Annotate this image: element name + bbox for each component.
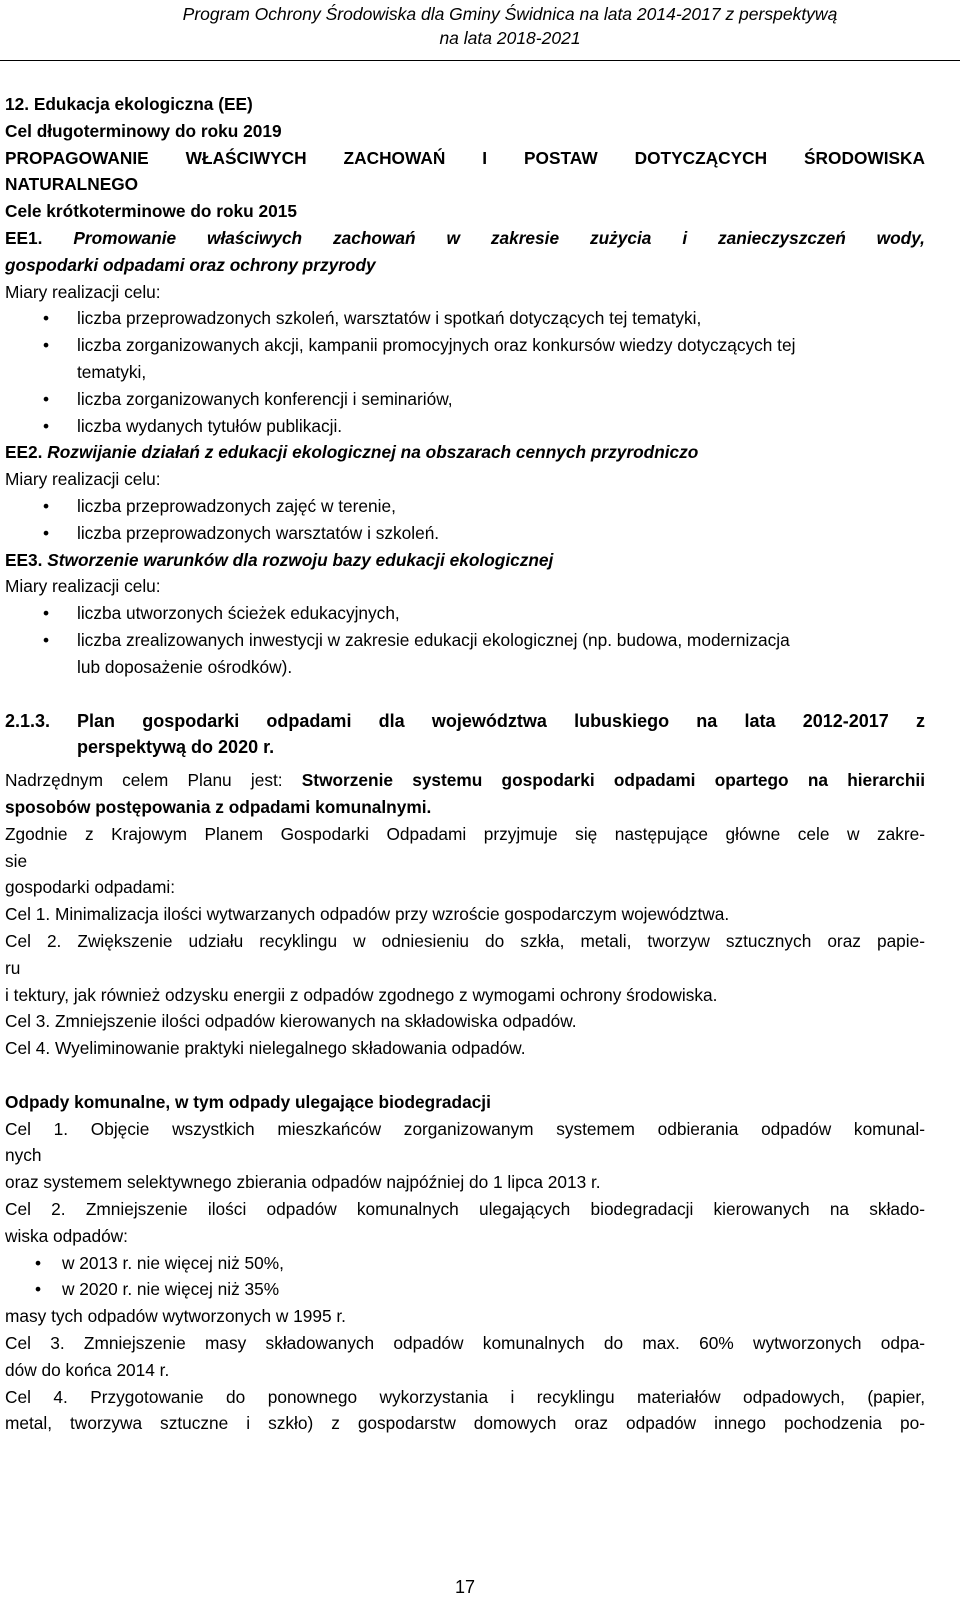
spacer	[5, 681, 925, 708]
municipal-goal-2-line-2: wiska odpadów:	[5, 1225, 128, 1246]
list-item-text: liczba przeprowadzonych zajęć w terenie,	[77, 495, 396, 516]
list-item	[5, 600, 925, 627]
list-item-text-continued: tematyki,	[77, 361, 147, 382]
list-item	[5, 1250, 925, 1277]
list-item-text: w 2013 r. nie więcej niż 50%,	[62, 1252, 284, 1273]
page-number: 17	[454, 1577, 476, 1597]
goal-line: Cel 2. Zwiększenie udziału recyklingu w odniesieniu do szkła, metali, tworzyw sztucznych oraz papie-	[5, 930, 925, 951]
municipal-goal-1-line-3: oraz systemem selektywnego zbierania odpadów najpóźniej do 1 lipca 2013 r.	[5, 1172, 601, 1193]
subsection-title	[77, 708, 925, 762]
bullet-icon: •	[42, 603, 50, 624]
municipal-goal-1-line-2: nych	[5, 1145, 42, 1166]
list-item	[5, 1276, 925, 1303]
subsection-heading	[5, 708, 925, 762]
list-item	[5, 493, 925, 520]
bullet-icon: •	[34, 1252, 42, 1273]
kpgo-line-3: gospodarki odpadami:	[5, 877, 176, 898]
bullet-icon: •	[42, 335, 50, 356]
municipal-goal-4-line-2: metal, tworzywa sztuczne i szkło) z gospodarstw domowych oraz odpadów innego pochodzenia po-	[5, 1413, 925, 1434]
ee2-measures-label: Miary realizacji celu:	[5, 469, 161, 490]
list-item	[5, 627, 925, 681]
list-item-text: liczba zorganizowanych konferencji i seminariów,	[77, 388, 453, 409]
page-body	[5, 91, 925, 1437]
list-item-text: liczba przeprowadzonych warsztatów i szkoleń.	[77, 522, 440, 543]
goal-line: i tektury, jak również odzysku energii z odpadów zgodnego z wymogami ochrony środowiska.	[5, 984, 718, 1005]
municipal-goal-2-line-3: masy tych odpadów wytworzonych w 1995 r.	[5, 1306, 346, 1327]
list-item	[5, 386, 925, 413]
ee2-measures-list	[5, 493, 925, 547]
kpgo-line-2: sie	[5, 850, 28, 871]
ee2-title-line	[5, 439, 925, 466]
ee2-title: Rozwijanie działań z edukacji ekologicznej na obszarach cennych przyrodniczo	[42, 442, 699, 463]
ee1-measures-label: Miary realizacji celu:	[5, 281, 161, 302]
longterm-goal-line-1: PROPAGOWANIE WŁAŚCIWYCH ZACHOWAŃ I POSTAW DOTYCZĄCYCH ŚRODOWISKA	[5, 147, 925, 168]
municipal-goal-3-line-1: Cel 3. Zmniejszenie masy składowanych odpadów komunalnych do max. 60% wytworzonych odpa-	[5, 1333, 925, 1354]
ee1-title-line-1	[5, 225, 925, 252]
bullet-icon: •	[42, 495, 50, 516]
header-line-2: na lata 2018-2021	[439, 28, 581, 48]
list-item	[5, 520, 925, 547]
municipal-goal-2-list	[5, 1250, 925, 1304]
longterm-label: Cel długoterminowy do roku 2019	[5, 120, 282, 141]
overall-goal-prefix: Nadrzędnym celem Planu jest:	[5, 770, 302, 791]
list-item-text: liczba wydanych tytułów publikacji.	[77, 415, 343, 436]
goal-line: Cel 1. Minimalizacja ilości wytwarzanych odpadów przy wzroście gospodarczym województwa.	[5, 904, 730, 925]
header-rule	[0, 60, 960, 61]
ee3-measures-label: Miary realizacji celu:	[5, 576, 161, 597]
list-item-text: liczba zrealizowanych inwestycji w zakresie edukacji ekologicznej (np. budowa, modernizacja	[77, 629, 790, 650]
ee3-code: EE3.	[5, 549, 43, 570]
kpgo-line-1: Zgodnie z Krajowym Planem Gospodarki Odpadami przyjmuje się następujące główne cele w zakre-	[5, 823, 925, 844]
shortterm-label: Cele krótkoterminowe do roku 2015	[5, 201, 297, 222]
list-item-text: w 2020 r. nie więcej niż 35%	[62, 1279, 280, 1300]
goal-line: Cel 3. Zmniejszenie ilości odpadów kierowanych na składowiska odpadów.	[5, 1011, 577, 1032]
list-item-text: liczba przeprowadzonych szkoleń, warsztatów i spotkań dotyczących tej tematyki,	[77, 308, 702, 329]
goal-line: Cel 4. Wyeliminowanie praktyki nielegalnego składowania odpadów.	[5, 1038, 526, 1059]
list-item	[5, 413, 925, 440]
bullet-icon: •	[34, 1279, 42, 1300]
overall-goal-line-1	[5, 767, 925, 794]
ee1-title-line-2: gospodarki odpadami oraz ochrony przyrody	[5, 254, 376, 275]
bullet-icon: •	[42, 308, 50, 329]
list-item-text-continued: lub doposażenie ośrodków).	[77, 656, 293, 677]
goal-line: ru	[5, 957, 21, 978]
municipal-goal-1-line-1: Cel 1. Objęcie wszystkich mieszkańców zorganizowanym systemem odbierania odpadów komunal-	[5, 1118, 925, 1139]
municipal-goal-2-line-1: Cel 2. Zmniejszenie ilości odpadów komunalnych ulegających biodegradacji kierowanych na składo-	[5, 1199, 925, 1220]
subsection-title-line-2: perspektywą do 2020 r.	[77, 737, 275, 758]
municipal-goal-3-line-2: dów do końca 2014 r.	[5, 1359, 170, 1380]
ee1-title: Promowanie właściwych zachowań w zakresie zużycia i zanieczyszczeń wody,	[42, 227, 925, 248]
header-line-1: Program Ochrony Środowiska dla Gminy Świdnica na lata 2014-2017 z perspektywą	[182, 4, 838, 24]
section-heading: 12. Edukacja ekologiczna (EE)	[5, 94, 253, 114]
bullet-icon: •	[42, 629, 50, 650]
overall-goal-text: Stworzenie systemu gospodarki odpadami opartego na hierarchii	[301, 770, 925, 791]
ee3-measures-list	[5, 600, 925, 680]
subsection-title-line-1: Plan gospodarki odpadami dla województwa lubuskiego na lata 2012-2017 z	[77, 710, 925, 731]
ee1-measures-list	[5, 305, 925, 439]
bullet-icon: •	[42, 415, 50, 436]
list-item	[5, 332, 925, 386]
ee1-code: EE1.	[5, 227, 43, 248]
overall-goal-line-2: sposobów postępowania z odpadami komunalnymi.	[5, 796, 432, 817]
list-item-text: liczba utworzonych ścieżek edukacyjnych,	[77, 603, 400, 624]
ee3-title: Stworzenie warunków dla rozwoju bazy edukacji ekologicznej	[42, 549, 554, 570]
municipal-goal-4-line-1: Cel 4. Przygotowanie do ponownego wykorzystania i recyklingu materiałów odpadowych, (papier,	[5, 1386, 925, 1407]
longterm-goal-line-2: NATURALNEGO	[5, 174, 139, 195]
ee3-title-line	[5, 547, 925, 574]
ee2-code: EE2.	[5, 442, 43, 463]
running-header	[100, 2, 920, 50]
municipal-heading: Odpady komunalne, w tym odpady ulegające biodegradacji	[5, 1091, 491, 1112]
bullet-icon: •	[42, 388, 50, 409]
subsection-number: 2.1.3.	[5, 710, 51, 731]
list-item	[5, 305, 925, 332]
list-item-text: liczba zorganizowanych akcji, kampanii promocyjnych oraz konkursów wiedzy dotyczących tej	[77, 335, 796, 356]
spacer	[5, 1062, 925, 1089]
bullet-icon: •	[42, 522, 50, 543]
